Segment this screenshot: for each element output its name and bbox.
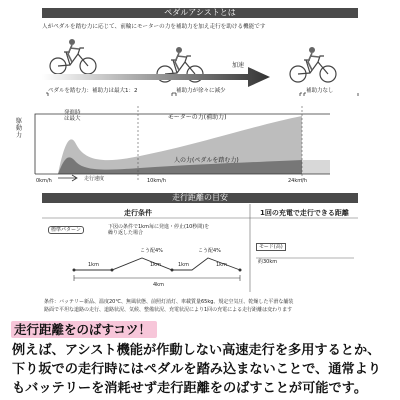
tip-heading: 走行距離をのばすコツ！ bbox=[14, 322, 151, 337]
pattern-description bbox=[108, 224, 209, 236]
start-label-line-2: は最大 bbox=[64, 116, 81, 122]
motor-force-label: モーターの力(補助力) bbox=[168, 114, 227, 121]
route-total: 4km bbox=[153, 282, 164, 288]
col-header-distance: 1回の充電で走行できる距離 bbox=[260, 209, 349, 217]
human-force-label: 人の力(ペダルを踏む力) bbox=[174, 157, 239, 164]
route-label-4: こう配4% bbox=[198, 248, 221, 254]
start-label-line-1: 発進時 bbox=[64, 110, 81, 116]
section2-title: 走行距離の目安 bbox=[172, 193, 228, 202]
route-label-2: こう配4% bbox=[140, 248, 163, 254]
phase-brackets bbox=[40, 92, 360, 104]
tip-line-1: 例えば、アシスト機能が作動しない高速走行を多用するとか、 bbox=[12, 343, 381, 358]
section2-title-bar bbox=[42, 193, 358, 203]
mode-value: 約30km bbox=[258, 259, 278, 265]
section1-intro: 人がペダルを踏む力に応じて、前輪にモーターの力を補助力を加え走行を助ける機能です bbox=[42, 24, 266, 30]
pattern-description-line-1: 下図の条件で1km毎に発進・停止(10秒間)を bbox=[108, 224, 210, 230]
phase-max-assist-label: ペダルを踏む力：補助力は最大1：2 bbox=[48, 88, 138, 94]
y-axis-label: 駆動力 bbox=[15, 118, 22, 139]
conditions-note bbox=[44, 298, 293, 314]
tip-line-2: 下り坂での走行時にはペダルを踏み込まないことで、通常より bbox=[12, 362, 381, 377]
route-label-5: 1km bbox=[178, 262, 189, 268]
acceleration-label: 加速 bbox=[232, 62, 245, 69]
acceleration-arrow bbox=[42, 66, 272, 88]
speed-arrow bbox=[58, 174, 80, 182]
no-assist-area bbox=[302, 160, 330, 174]
conditions-note-line-2: 路面で平坦な道路の走行、道路状況、気候、整備状況、充電状況により1回の充電による走行距離は変わります bbox=[44, 307, 293, 313]
conditions-note-line-1: 条件：バッテリー新品、温度20℃、無風状態、前照灯消灯、車載質量65kg、規定空気圧、乾燥した平滑な舗装 bbox=[44, 299, 294, 305]
route-label-3: 1km bbox=[150, 262, 161, 268]
x-tick-24: 24km/h bbox=[288, 178, 307, 184]
phase-decreasing-label: 補助力が徐々に減少 bbox=[176, 88, 226, 94]
x-tick-10: 10km/h bbox=[147, 178, 166, 184]
route-label-6: 1km bbox=[216, 262, 227, 268]
section1-title: ペダルアシストとは bbox=[164, 8, 236, 17]
tip-line-3: もバッテリーを消耗せず走行距離をのばすことが可能です。 bbox=[12, 381, 368, 396]
mode-box: モード(高) bbox=[256, 243, 286, 251]
x-tick-0: 0km/h bbox=[36, 178, 52, 184]
bike-illustration-3 bbox=[288, 46, 338, 84]
standard-pattern-box: 標準パターン bbox=[48, 226, 84, 234]
section1-title-bar bbox=[42, 8, 358, 18]
pattern-description-line-2: 繰り返した場合 bbox=[108, 230, 144, 236]
phase-no-assist-label: 補助力なし bbox=[306, 88, 334, 94]
speed-label: 走行速度 bbox=[84, 176, 105, 182]
route-label-1: 1km bbox=[88, 262, 99, 268]
col-header-conditions: 走行条件 bbox=[124, 209, 152, 217]
